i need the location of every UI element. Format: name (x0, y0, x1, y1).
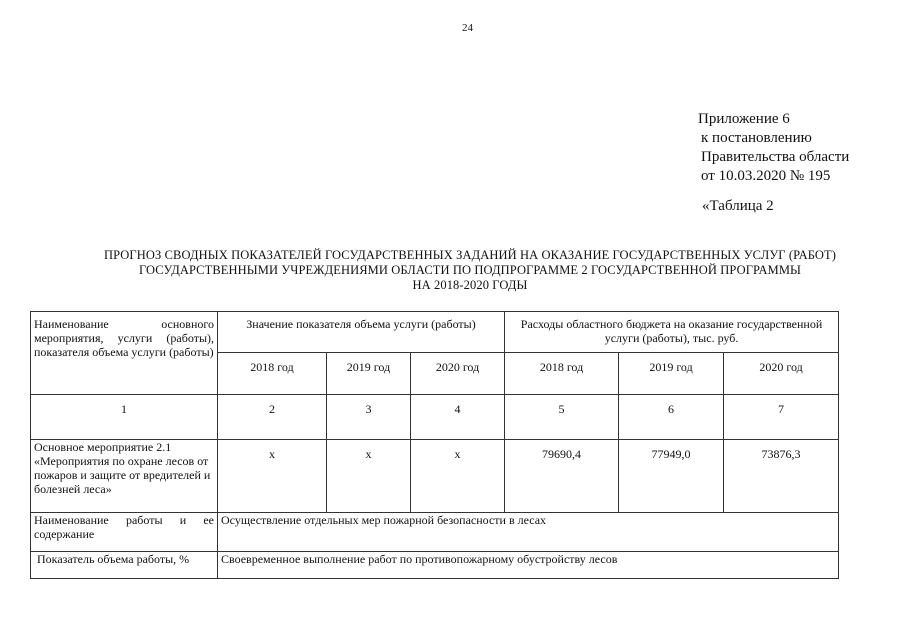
work-label-cell: Наименование работы и ее содержание (31, 513, 218, 552)
page-number: 24 (462, 22, 473, 34)
title-line-2: ГОСУДАРСТВЕННЫМИ УЧРЕЖДЕНИЯМИ ОБЛАСТИ ПО ПОДПРОГРАММЕ 2 ГОСУДАРСТВЕННОЙ ПРОГРАММЫ (138, 263, 802, 277)
table-label: «Таблица 2 (702, 198, 774, 214)
column-number-4: 4 (411, 395, 505, 440)
activity-expenses-2019: 77949,0 (619, 440, 724, 513)
document-title (70, 248, 870, 293)
column-number-3: 3 (327, 395, 411, 440)
appendix-resolution: к постановлению (701, 130, 812, 146)
column-number-7: 7 (724, 395, 839, 440)
activity-volume-2019: х (327, 440, 411, 513)
title-line-1: ПРОГНОЗ СВОДНЫХ ПОКАЗАТЕЛЕЙ ГОСУДАРСТВЕННЫХ ЗАДАНИЙ НА ОКАЗАНИЕ ГОСУДАРСТВЕННЫХ УСЛУГ (РАБОТ) (103, 248, 837, 262)
appendix-title: Приложение 6 (698, 111, 790, 127)
column-number-1: 1 (31, 395, 218, 440)
year-2019-expenses: 2019 год (619, 353, 724, 395)
work-value-cell: Осуществление отдельных мер пожарной безопасности в лесах (218, 513, 839, 552)
year-2020-expenses: 2020 год (724, 353, 839, 395)
activity-expenses-2018: 79690,4 (505, 440, 619, 513)
indicator-label-cell: Показатель объема работы, % (31, 552, 218, 579)
title-line-3: НА 2018-2020 ГОДЫ (412, 278, 528, 292)
header-volume-cell: Значение показателя объема услуги (работы) (218, 312, 505, 353)
year-2018-volume: 2018 год (218, 353, 327, 395)
year-2019-volume: 2019 год (327, 353, 411, 395)
appendix-date-number: от 10.03.2020 № 195 (701, 168, 831, 184)
forecast-table (30, 311, 839, 579)
column-number-5: 5 (505, 395, 619, 440)
column-number-2: 2 (218, 395, 327, 440)
column-number-6: 6 (619, 395, 724, 440)
activity-name-cell: Основное мероприятие 2.1 «Мероприятия по охране лесов от пожаров и защите от вредителей и болезней леса» (31, 440, 218, 513)
activity-expenses-2020: 73876,3 (724, 440, 839, 513)
year-2018-expenses: 2018 год (505, 353, 619, 395)
activity-volume-2018: х (218, 440, 327, 513)
appendix-block (698, 110, 849, 186)
header-name-cell: Наименование основного мероприятия, услуги (работы), показателя объема услуги (работы) (31, 312, 218, 395)
header-expenses-cell: Расходы областного бюджета на оказание государственной услуги (работы), тыс. руб. (505, 312, 839, 353)
activity-volume-2020: х (411, 440, 505, 513)
year-2020-volume: 2020 год (411, 353, 505, 395)
appendix-government: Правительства области (701, 149, 850, 165)
indicator-value-cell: Своевременное выполнение работ по противопожарному обустройству лесов (218, 552, 839, 579)
